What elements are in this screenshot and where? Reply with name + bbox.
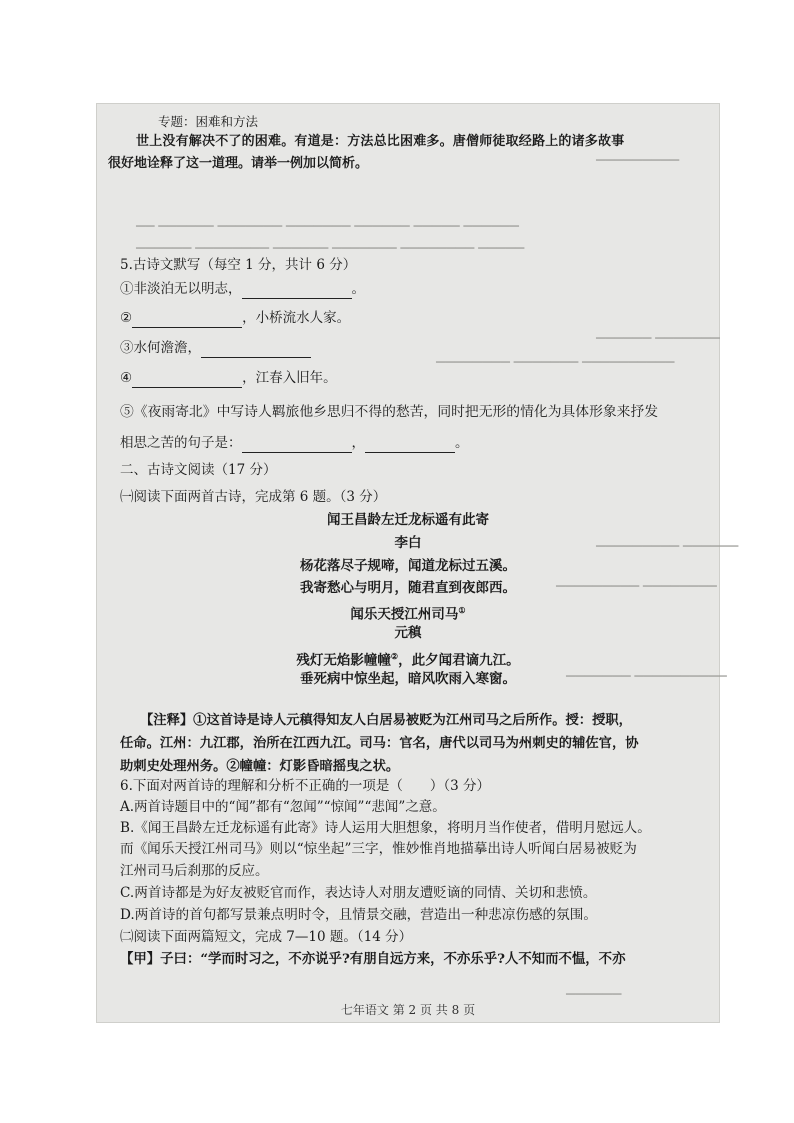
q6-option-a: A.两首诗题目中的“闻”都有“忽闻”“惊闻”“悲闻”之意。 xyxy=(120,799,446,815)
q6-option-b: B.《闻王昌龄左迁龙标遥有此寄》诗人运用大胆想象，将明月当作使者，借明月慰远人。 xyxy=(120,820,651,836)
poem2-title xyxy=(96,600,720,625)
poem2-author: 元稹 xyxy=(394,625,422,641)
note-mark: ② xyxy=(390,651,399,661)
poem1-title: 闻王昌龄左迁龙标遥有此寄 xyxy=(327,512,489,528)
q5-item-2-text: ② xyxy=(120,310,133,326)
answer-blank[interactable] xyxy=(132,373,242,388)
q5-item-5-sep: ， xyxy=(351,435,365,451)
q5-item-1-end: 。 xyxy=(351,281,365,297)
q5-item-2-end: ，小桥流水人家。 xyxy=(242,310,351,326)
q5-item-3-text: ③水何澹澹， xyxy=(120,340,201,356)
q5-title: 5.古诗文默写（每空 1 分，共计 6 分） xyxy=(120,257,357,273)
bleed-through-text: ▁▁▁▁▁▁ xyxy=(566,981,622,995)
answer-blank[interactable] xyxy=(132,313,242,328)
page-footer: 七年语文 第 2 页 共 8 页 xyxy=(340,1003,476,1017)
q5-item-1-text: ①非淡泊无以明志， xyxy=(120,281,242,297)
poem1-line: 杨花落尽子规啼，闻道龙标过五溪。 xyxy=(300,558,516,574)
note-mark: ① xyxy=(458,605,466,615)
bleed-through-text: ▁▁▁▁▁▁▁▁▁ ▁▁▁▁▁▁ xyxy=(596,533,739,547)
q6-option-b-cont: 江州司马后刹那的反应。 xyxy=(120,863,269,879)
q5-item-1 xyxy=(120,279,365,299)
q5-item-3 xyxy=(120,338,311,358)
bleed-through-text: ▁▁▁▁▁▁ ▁▁▁▁▁▁▁ xyxy=(596,325,720,339)
bleed-through-text: ▁▁ ▁▁▁▁▁▁ ▁▁▁▁▁▁▁ ▁▁▁▁▁▁▁ ▁▁▁▁▁▁ ▁▁▁▁▁ ▁▁▁▁▁▁ xyxy=(136,213,519,227)
poem2-line: 垂死病中惊坐起，暗风吹雨入寒窗。 xyxy=(300,671,516,687)
q6-option-b-cont: 而《闻乐天授江州司马》则以“惊坐起”三字，惟妙惟肖地描摹出诗人听闻白居易被贬为 xyxy=(120,841,637,857)
poem2-title-text: 闻乐天授江州司马 xyxy=(350,606,459,623)
part2-title: ㈡阅读下面两篇短文，完成 7—10 题。（14 分） xyxy=(120,929,413,945)
answer-blank[interactable] xyxy=(242,284,352,299)
q6-option-d: D.两首诗的首句都写景兼点明时令，且情景交融，营造出一种悲凉伤感的氛围。 xyxy=(120,907,597,923)
q5-item-4 xyxy=(120,368,337,388)
q5-item-4-end: ，江春入旧年。 xyxy=(242,370,337,386)
bleed-through-text: ▁▁▁▁▁▁▁▁ ▁▁▁▁▁▁▁ ▁▁▁▁▁▁▁▁▁▁ xyxy=(436,349,675,363)
bleed-through-text: ▁▁▁▁▁▁▁▁▁ xyxy=(596,147,680,161)
poem2-line xyxy=(96,646,720,671)
q5-item-5-prompt: 相思之苦的句子是： xyxy=(120,435,242,451)
bleed-through-text: ▁▁▁▁▁▁▁ ▁▁▁▁▁▁▁▁▁▁ xyxy=(566,663,727,677)
q5-item-5-end: 。 xyxy=(455,435,469,451)
note-line: 助刺史处理州务。②幢幢：灯影昏暗摇曳之状。 xyxy=(120,759,400,774)
answer-blank[interactable] xyxy=(242,438,352,453)
topic-text-line1: 世上没有解决不了的困难。有道是：方法总比困难多。唐僧师徒取经路上的诸多故事 xyxy=(136,134,625,149)
section2-title: 二、古诗文阅读（17 分） xyxy=(120,462,277,478)
q6-option-c: C.两首诗都是为好友被贬官而作，表达诗人对朋友遭贬谪的同情、关切和悲愤。 xyxy=(120,885,597,901)
answer-blank[interactable] xyxy=(201,343,311,358)
poem1-line: 我寄愁心与明月，随君直到夜郎西。 xyxy=(300,580,516,596)
poem1-author: 李白 xyxy=(394,535,422,551)
poem2-line1-b: ，此夕闻君谪九江。 xyxy=(398,652,520,669)
answer-blank[interactable] xyxy=(365,438,455,453)
topic-text-line2: 很好地诠释了这一道理。请举一例加以简析。 xyxy=(108,156,369,171)
note-line: 任命。江州：九江郡，治所在江西九江。司马：官名，唐代以司马为州刺史的辅佐官，协 xyxy=(120,736,639,751)
part1-title: ㈠阅读下面两首古诗，完成第 6 题。（3 分） xyxy=(120,489,387,505)
bleed-through-text: ▁▁▁▁▁▁▁▁▁ ▁▁▁▁▁▁▁▁ xyxy=(556,573,717,587)
topic-heading: 专题：困难和方法 xyxy=(158,114,259,129)
bleed-through-text: ▁▁▁▁▁▁ ▁▁▁▁▁▁▁▁ ▁▁▁▁▁▁ ▁▁▁▁▁▁▁ ▁▁▁▁▁▁▁▁ ▁▁▁▁▁ xyxy=(136,235,525,249)
jia-passage-line: 【甲】子曰：“学而时习之，不亦说乎?有朋自远方来，不亦乐乎?人不知而不愠，不亦 xyxy=(120,951,626,967)
poem2-line1-a: 残灯无焰影幢幢 xyxy=(296,652,391,669)
q5-item-4-text: ④ xyxy=(120,370,133,386)
exam-page xyxy=(96,103,739,1023)
q5-item-2 xyxy=(120,308,350,328)
note-line: 【注释】①这首诗是诗人元稹得知友人白居易被贬为江州司马之后所作。授：授职， xyxy=(140,713,632,728)
q5-item-5-line1: ⑤《夜雨寄北》中写诗人羁旅他乡思归不得的愁苦，同时把无形的情化为具体形象来抒发 xyxy=(120,404,659,420)
q6-stem: 6.下面对两首诗的理解和分析不正确的一项是（ ）（3 分） xyxy=(120,778,491,794)
q5-item-5-line2 xyxy=(120,433,469,453)
